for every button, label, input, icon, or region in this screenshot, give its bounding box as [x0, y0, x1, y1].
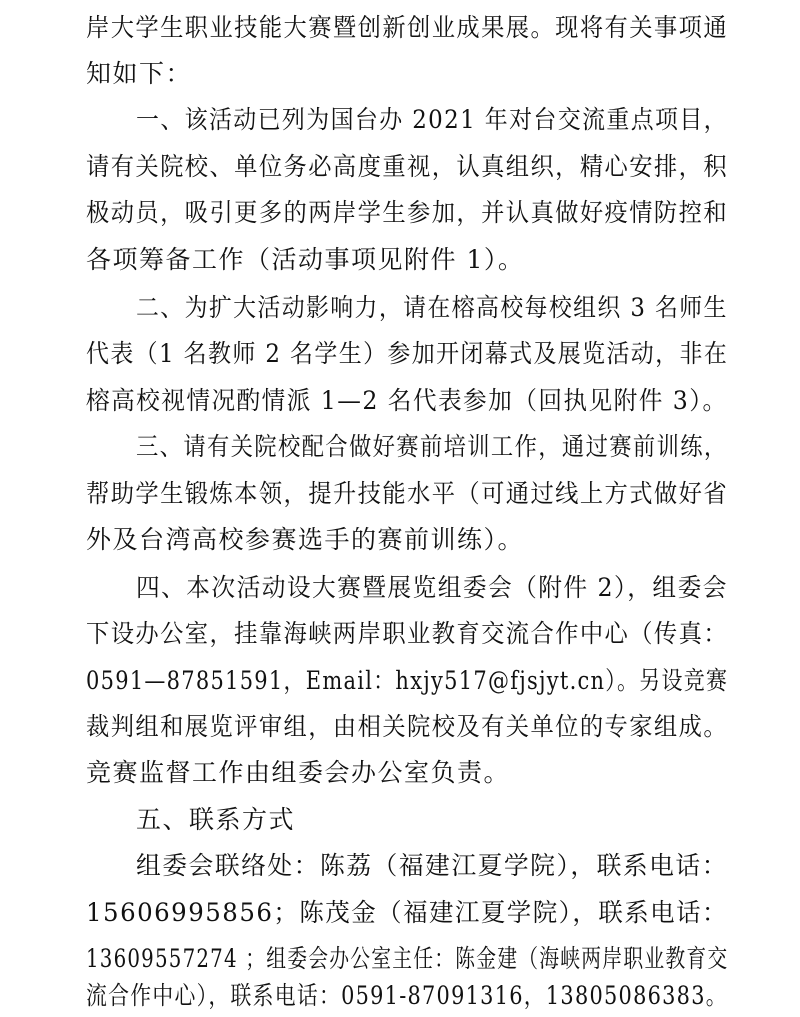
section-5-heading: 五、联系方式 — [136, 805, 296, 834]
paragraph-1-heading: 一、该活动已列为国台办 2021 年对台交流重点项目， — [136, 105, 729, 134]
paragraph-2-heading: 二、为扩大活动影响力，请在榕高校每校组织 3 名师生 — [136, 293, 728, 322]
text-line: 代表（1 名教师 2 名学生）参加开闭幕式及展览活动，非在 — [86, 339, 729, 368]
text-line: 请有关院校、单位务必高度重视，认真组织，精心安排，积 — [86, 152, 729, 181]
contact-line: 流合作中心），联系电话：0591-87091316，13805086383。 — [86, 981, 728, 1010]
text-line: 极动员，吸引更多的两岸学生参加，并认真做好疫情防控和 — [86, 198, 729, 227]
text-line: 竞赛监督工作由组委会办公室负责。 — [86, 758, 511, 787]
text-line: 裁判组和展览评审组，由相关院校及有关单位的专家组成。 — [86, 712, 729, 741]
contact-line: 13609557274 ；组委会办公室主任：陈金建（海峡两岸职业教育交 — [86, 944, 729, 973]
paragraph-4-heading: 四、本次活动设大赛暨展览组委会（附件 2），组委会 — [136, 573, 728, 602]
text-line: 下设办公室，挂靠海峡两岸职业教育交流合作中心（传真： — [86, 619, 729, 648]
text-line: 榕高校视情况酌情派 1—2 名代表参加（回执见附件 3）。 — [86, 386, 728, 415]
text-line: 外及台湾高校参赛选手的赛前训练）。 — [86, 525, 525, 554]
text-line: 帮助学生锻炼本领，提升技能水平（可通过线上方式做好省 — [86, 479, 729, 508]
text-line: 岸大学生职业技能大赛暨创新创业成果展。现将有关事项通 — [86, 13, 729, 42]
paragraph-3-heading: 三、请有关院校配合做好赛前培训工作，通过赛前训练， — [136, 432, 728, 461]
text-line: 知如下： — [86, 59, 193, 88]
contact-line: 15606995856；陈茂金（福建江夏学院），联系电话： — [86, 898, 728, 927]
contact-line: 组委会联络处：陈荔（福建江夏学院），联系电话： — [136, 851, 729, 880]
text-line: 各项筹备工作（活动事项见附件 1）。 — [86, 245, 525, 274]
text-line: 0591—87851591，Email：hxjy517@fjsjyt.cn）。另设竞赛 — [86, 666, 729, 695]
